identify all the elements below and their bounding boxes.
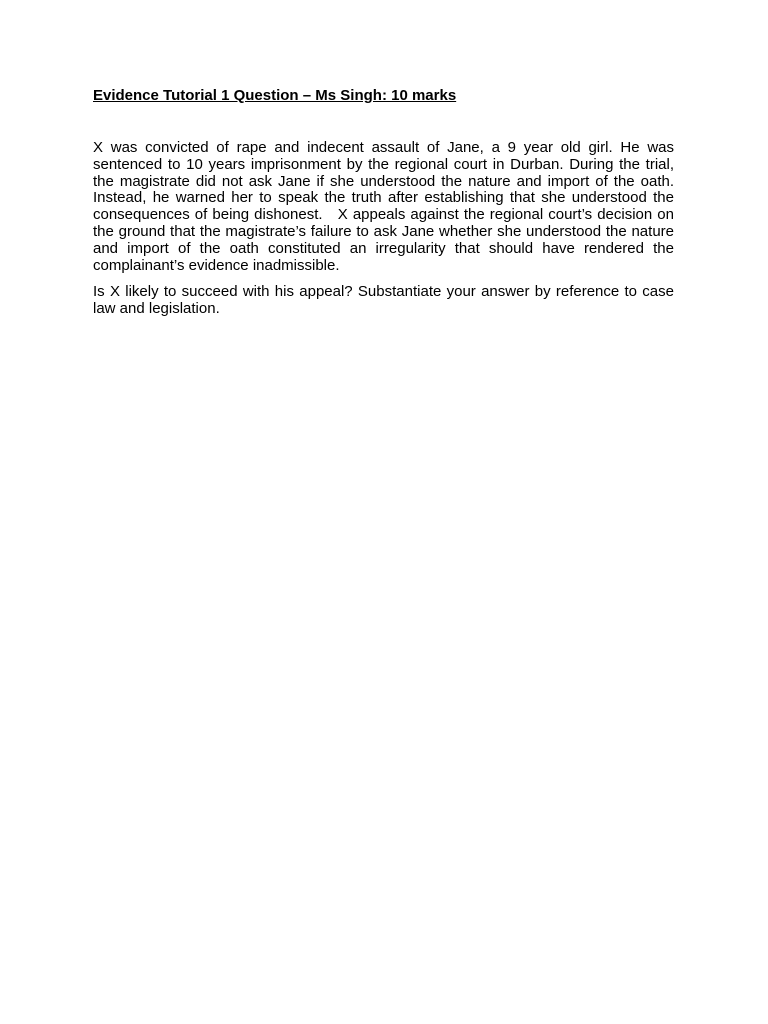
document-body	[93, 87, 679, 318]
question-prompt-paragraph: Is X likely to succeed with his appeal? Substantiate your answer by reference to case law and legislation.	[93, 283, 674, 318]
document-title: Evidence Tutorial 1 Question – Ms Singh: 10 marks	[93, 87, 457, 104]
question-scenario-paragraph: X was convicted of rape and indecent assault of Jane, a 9 year old girl. He was sentenced to 10 years imprisonment by the regional court in Durban. During the trial, the magistrate did not ask Jane if she understood the nature and import of the oath. Instead, he warned her to speak the truth after establishing that she understood the consequences of being dishonest. X appeals against the regional court’s decision on the ground that the magistrate’s failure to ask Jane whether she understood the nature and import of the oath constituted an irregularity that should have rendered the complainant’s evidence inadmissible.	[93, 139, 679, 274]
